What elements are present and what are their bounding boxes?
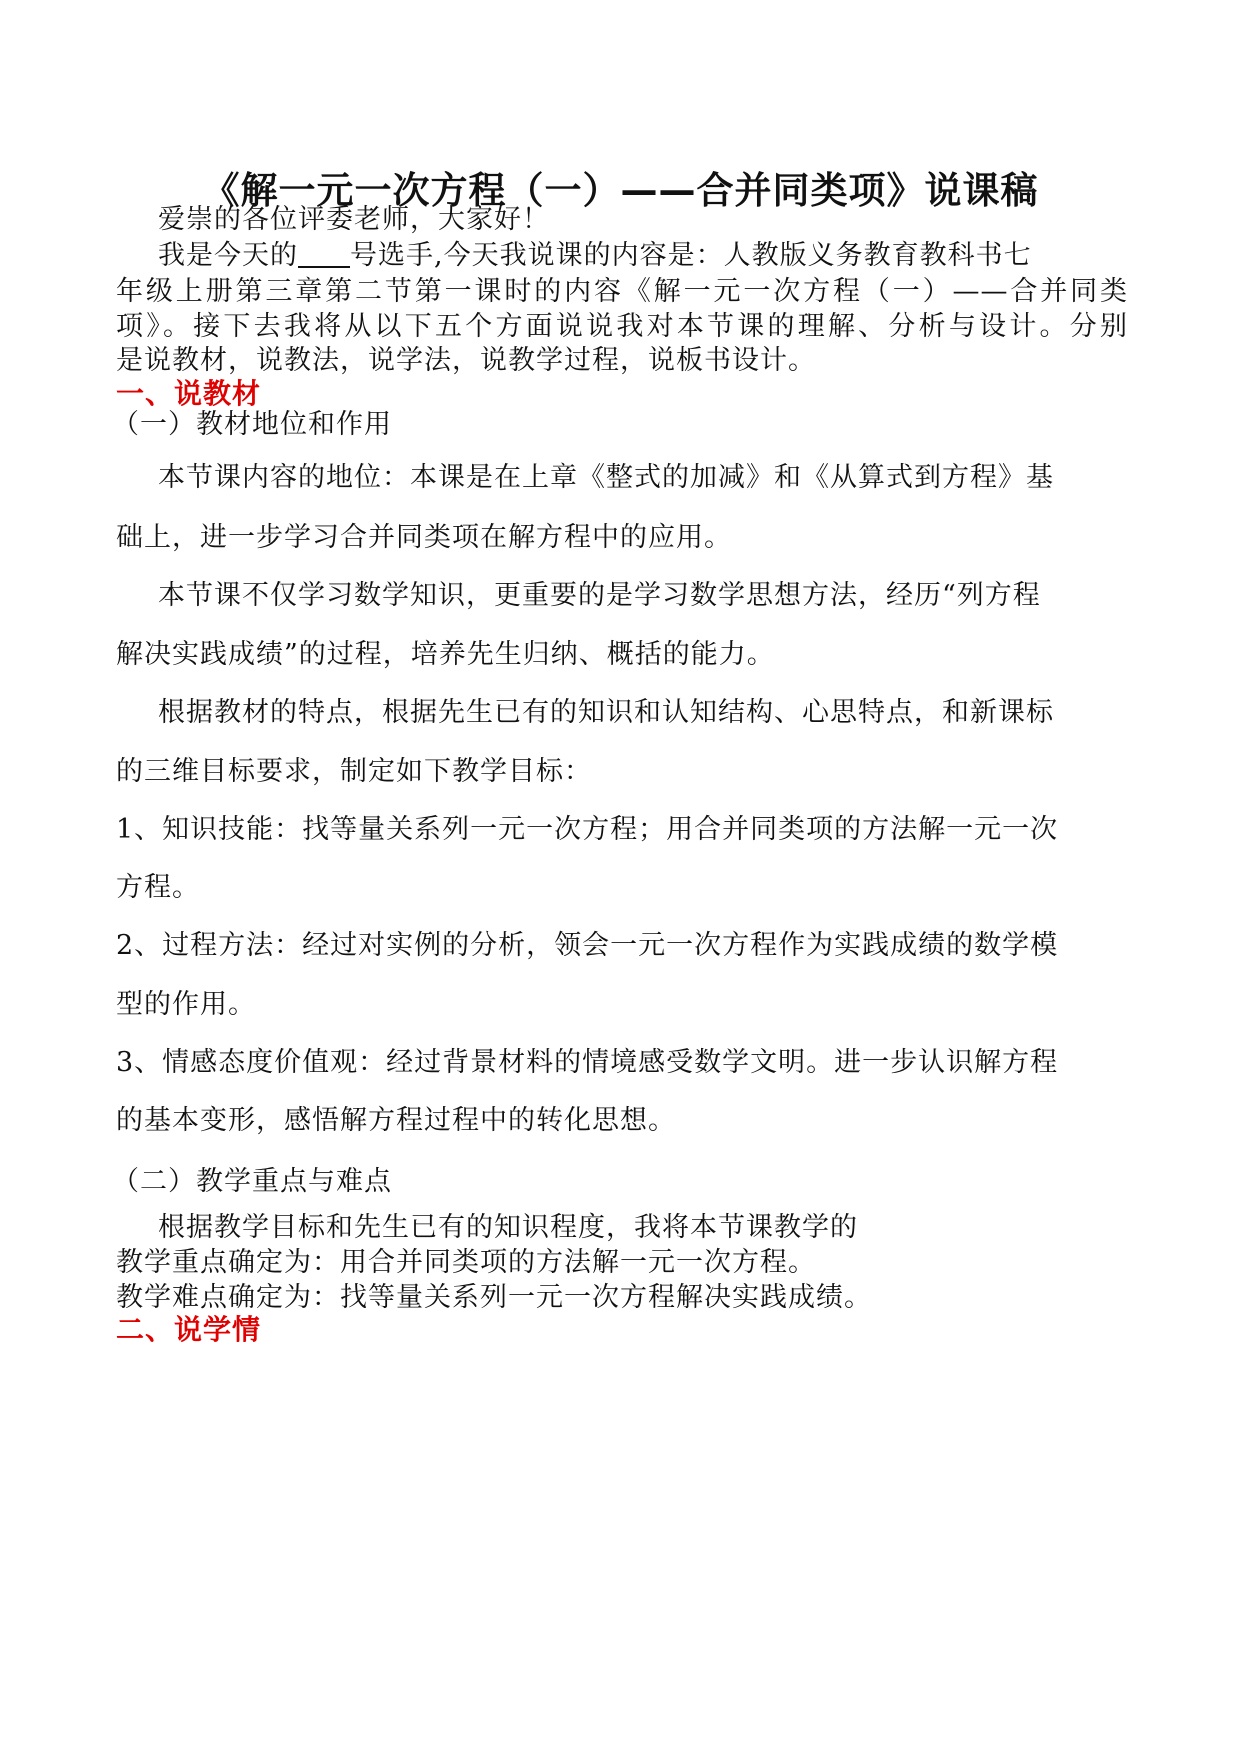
subheading-key-difficult-points: （二）教学重点与难点	[112, 1166, 392, 1197]
intro-line-4: 是说教材，说教法，说学法，说教学过程，说板书设计。	[116, 345, 816, 376]
paragraph-4-line-1: 根据教学目标和先生已有的知识程度，我将本节课教学的	[158, 1212, 858, 1243]
intro-line-1	[158, 238, 1032, 274]
paragraph-2-line-1: 本节课不仅学习数学知识，更重要的是学习数学思想方法，经历“列方程	[158, 580, 1041, 611]
intro-line-1-before: 我是今天的	[158, 240, 298, 271]
paragraph-2-line-2: 解决实践成绩”的过程，培养先生归纳、概括的能力。	[116, 639, 775, 670]
goal-3-line-1: 3、情感态度价值观：经过背景材料的情境感受数学文明。进一步认识解方程	[116, 1047, 1059, 1078]
intro-line-2: 年级上册第三章第二节第一课时的内容《解一元一次方程（一）——合并同类	[116, 276, 1128, 307]
difficulty-line: 教学难点确定为：找等量关系列一元一次方程解决实践成绩。	[116, 1282, 872, 1313]
goal-2-line-2: 型的作用。	[116, 989, 256, 1020]
subheading-position-role: （一）教材地位和作用	[112, 409, 392, 440]
paragraph-1-line-2: 础上，进一步学习合并同类项在解方程中的应用。	[116, 522, 732, 553]
intro-line-1-after: 号选手,今天我说课的内容是：人教版义务教育教科书七	[350, 240, 1032, 271]
document-title: 《解一元一次方程（一）——合并同类项》说课稿	[202, 169, 1039, 212]
goal-3-line-2: 的基本变形，感悟解方程过程中的转化思想。	[116, 1105, 676, 1136]
greeting: 爱崇的各位评委老师，大家好！	[158, 204, 550, 235]
paragraph-1-line-1: 本节课内容的地位：本课是在上章《整式的加减》和《从算式到方程》基	[158, 462, 1054, 493]
section-heading-student-analysis: 二、说学情	[116, 1313, 262, 1346]
key-point-line: 教学重点确定为：用合并同类项的方法解一元一次方程。	[116, 1247, 816, 1278]
section-heading-textbook: 一、说教材	[116, 377, 262, 410]
goal-1-line-1: 1、知识技能：找等量关系列一元一次方程；用合并同类项的方法解一元一次	[116, 814, 1059, 845]
paragraph-3-line-1: 根据教材的特点，根据先生已有的知识和认知结构、心思特点，和新课标	[158, 697, 1054, 728]
goal-2-line-1: 2、过程方法：经过对实例的分析，领会一元一次方程作为实践成绩的数学模	[116, 930, 1059, 961]
goal-1-line-2: 方程。	[116, 872, 200, 903]
intro-line-3: 项》。接下去我将从以下五个方面说说我对本节课的理解、分析与设计。分别	[116, 311, 1128, 342]
contestant-number-blank	[298, 240, 350, 268]
paragraph-3-line-2: 的三维目标要求，制定如下教学目标：	[116, 756, 592, 787]
